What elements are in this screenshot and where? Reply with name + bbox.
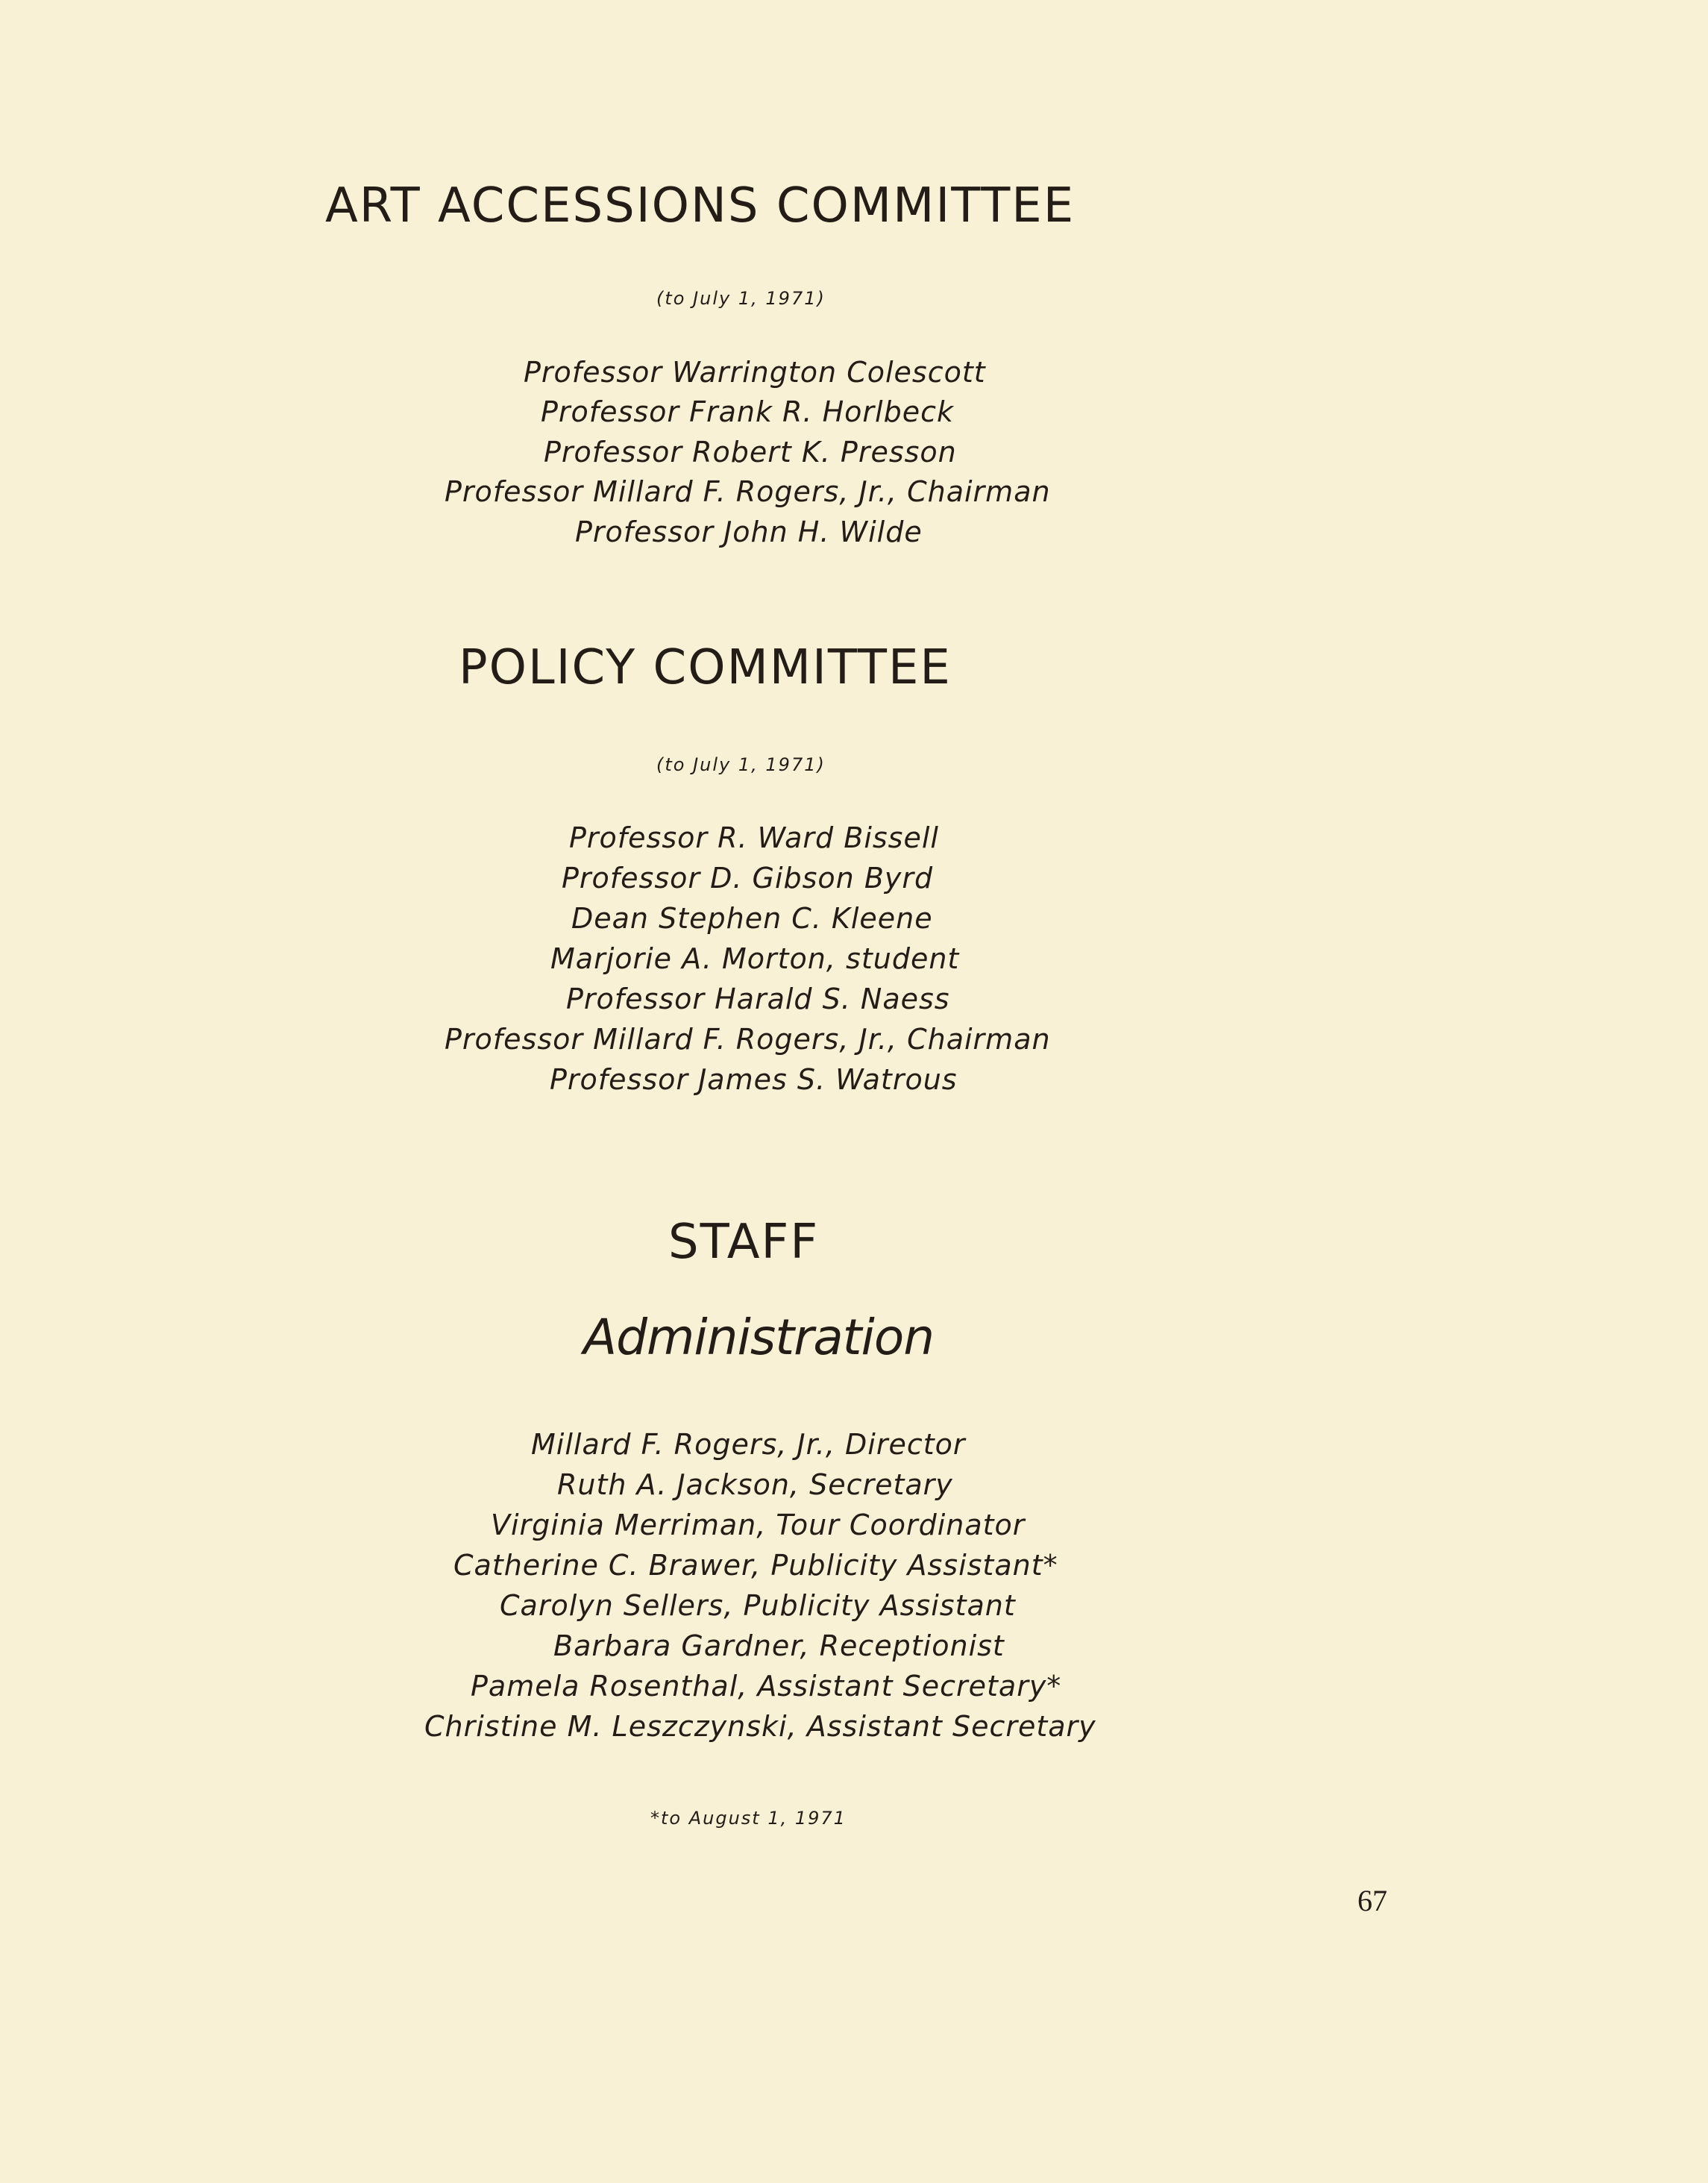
policy-committee-heading: POLICY COMMITTEE (459, 640, 952, 695)
staff-member: Barbara Gardner, Receptionist (553, 1629, 1005, 1662)
art-accessions-member: Professor John H. Wilde (575, 516, 923, 548)
policy-committee-member: Professor Harald S. Naess (566, 983, 950, 1015)
policy-committee-member: Professor Millard F. Rogers, Jr., Chairman (445, 1023, 1051, 1056)
staff-member: Christine M. Leszczynski, Assistant Secretary (424, 1710, 1096, 1743)
policy-committee-member: Professor R. Ward Bissell (569, 821, 939, 854)
policy-committee-note: (to July 1, 1971) (656, 754, 826, 775)
policy-committee-member: Professor James S. Watrous (550, 1063, 958, 1096)
art-accessions-member: Professor Frank R. Horlbeck (541, 395, 954, 428)
policy-committee-member: Professor D. Gibson Byrd (562, 862, 934, 895)
staff-member: Ruth A. Jackson, Secretary (557, 1468, 953, 1501)
policy-committee-member: Dean Stephen C. Kleene (571, 902, 933, 935)
staff-member: Millard F. Rogers, Jr., Director (531, 1428, 966, 1461)
art-accessions-note: (to July 1, 1971) (656, 288, 826, 309)
staff-subheading: Administration (583, 1309, 935, 1366)
staff-member: Catherine C. Brawer, Publicity Assistant* (453, 1549, 1058, 1582)
page-number: 67 (1357, 1884, 1387, 1917)
show-through-decoration (671, 552, 685, 597)
staff-footnote: *to August 1, 1971 (650, 1808, 847, 1829)
art-accessions-heading: ART ACCESSIONS COMMITTEE (325, 178, 1076, 234)
staff-heading: STAFF (668, 1215, 820, 1270)
art-accessions-member: Professor Robert K. Presson (544, 436, 957, 469)
staff-member: Virginia Merriman, Tour Coordinator (491, 1509, 1026, 1541)
art-accessions-member: Professor Millard F. Rogers, Jr., Chairman (445, 475, 1051, 508)
art-accessions-member: Professor Warrington Colescott (524, 356, 986, 389)
staff-member: Carolyn Sellers, Publicity Assistant (500, 1589, 1016, 1622)
policy-committee-member: Marjorie A. Morton, student (550, 942, 960, 975)
staff-member: Pamela Rosenthal, Assistant Secretary* (471, 1670, 1062, 1703)
